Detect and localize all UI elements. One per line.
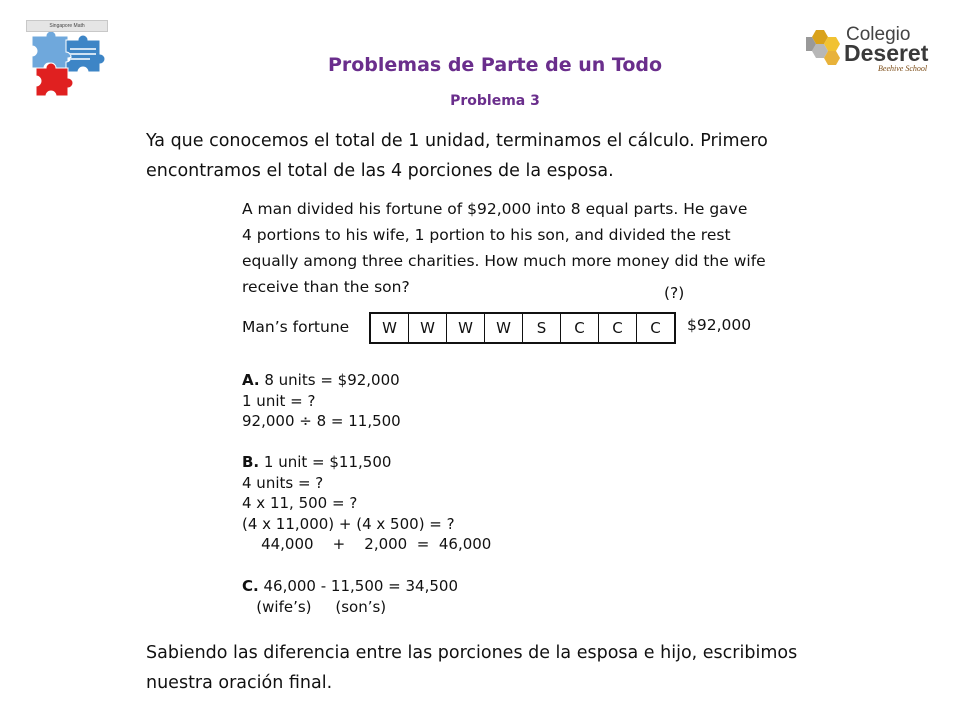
statement-line: equally among three charities. How much more money did the wife	[242, 252, 766, 270]
bar-cell-wife: W	[371, 314, 409, 342]
step-line: 4 x 11, 500 = ?	[242, 494, 358, 513]
step-line: 1 unit = ?	[242, 391, 316, 410]
bar-cell-wife: W	[409, 314, 447, 342]
intro-line: Ya que conocemos el total de 1 unidad, terminamos el cálculo. Primero	[146, 131, 768, 151]
school-name-line1: Colegio	[846, 24, 911, 45]
school-tagline: Beehive School	[878, 64, 928, 73]
bar-model-label: Man’s fortune	[242, 318, 350, 336]
step-c-letter: C.	[242, 577, 259, 595]
bar-cell-charity: C	[561, 314, 599, 342]
step-a-letter: A.	[242, 371, 260, 389]
step-b-letter: B.	[242, 453, 260, 471]
step-line: 92,000 ÷ 8 = 11,500	[242, 412, 401, 431]
bar-model-total: $92,000	[687, 316, 752, 334]
bar-cell-charity: C	[650, 319, 661, 337]
problem-statement	[242, 196, 802, 300]
bar-cell-charity: C	[599, 314, 637, 342]
step-line: 46,000 - 11,500 = 34,500	[258, 577, 458, 595]
conclusion-line: nuestra oración final.	[146, 673, 333, 693]
step-b	[242, 452, 491, 555]
puzzle-logo-banner: Singapore Math	[26, 20, 108, 32]
statement-line: receive than the son?	[242, 278, 410, 296]
step-line: 1 unit = $11,500	[259, 453, 392, 471]
bar-model	[369, 312, 676, 344]
bar-cell-wife: W	[485, 314, 523, 342]
conclusion-line: Sabiendo las diferencia entre las porciones de la esposa e hijo, escribimos	[146, 643, 798, 663]
step-a	[242, 370, 401, 432]
bar-cell-son: S	[523, 314, 561, 342]
step-line: 4 units = ?	[242, 473, 324, 492]
conclusion-paragraph	[146, 638, 886, 698]
step-line: 44,000 + 2,000 = 46,000	[242, 535, 492, 554]
question-mark-label: (?)	[664, 284, 685, 302]
page-title: Problemas de Parte de un Todo	[327, 54, 663, 76]
step-line: (wife’s) (son’s)	[242, 597, 387, 616]
page-subtitle: Problema 3	[450, 93, 540, 109]
statement-line: 4 portions to his wife, 1 portion to his son, and divided the rest	[242, 226, 731, 244]
step-c	[242, 576, 458, 617]
problem-figure	[242, 196, 802, 626]
step-line: (4 x 11,000) + (4 x 500) = ?	[242, 514, 455, 533]
school-name-line2: Deseret	[844, 40, 929, 66]
intro-paragraph	[146, 126, 886, 186]
bar-cell-wife: W	[447, 314, 485, 342]
statement-line: A man divided his fortune of $92,000 into 8 equal parts. He gave	[242, 200, 748, 218]
intro-line: encontramos el total de las 4 porciones de la esposa.	[146, 161, 614, 181]
step-line: 8 units = $92,000	[259, 371, 400, 389]
